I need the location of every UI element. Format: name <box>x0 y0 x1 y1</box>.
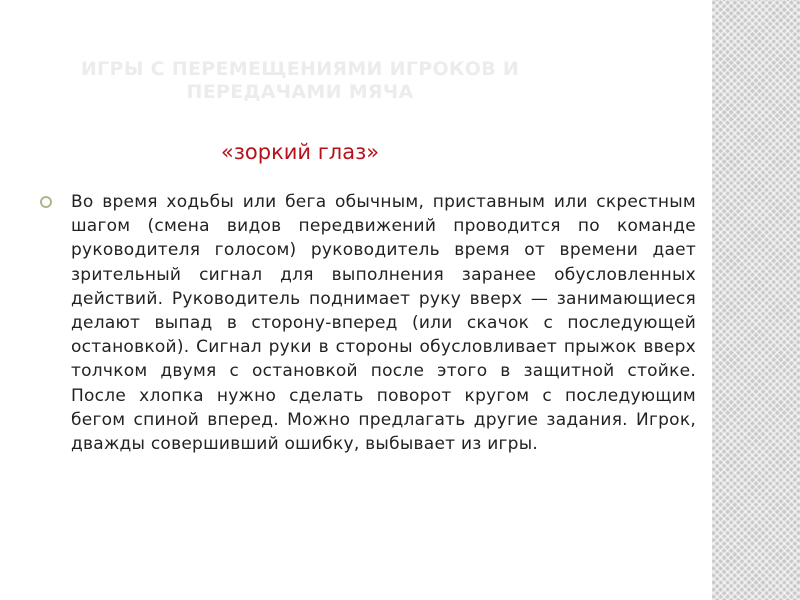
slide-subtitle: «зоркий глаз» <box>220 140 380 164</box>
bullet-item <box>40 190 696 456</box>
decorative-side-strip <box>712 0 800 600</box>
slide-body <box>40 190 696 456</box>
slide-title: ИГРЫ С ПЕРЕМЕЩЕНИЯМИ ИГРОКОВ И ПЕРЕДАЧАМИ МЯЧА <box>80 58 520 103</box>
bullet-text: Во время ходьбы или бега обычным, приставным или скрестным шагом (смена видов передвижений проводится по команде руководителя голосом) руководитель время от времени дает зрительный сигнал для выполнения заранее обусловленных действий. Руководитель поднимает руку вверх — занимающиеся делают выпад в сторону-вперед (или скачок с последующей остановкой). Сигнал руки в стороны обусловливает прыжок вверх толчком двумя с остановкой после этого в защитной стойке. После хлопка нужно сделать поворот кругом с последующим бегом спиной вперед. Можно предлагать другие задания. Игрок, дважды совершивший ошибку, выбывает из игры. <box>71 192 696 455</box>
circle-bullet-icon <box>40 196 52 208</box>
